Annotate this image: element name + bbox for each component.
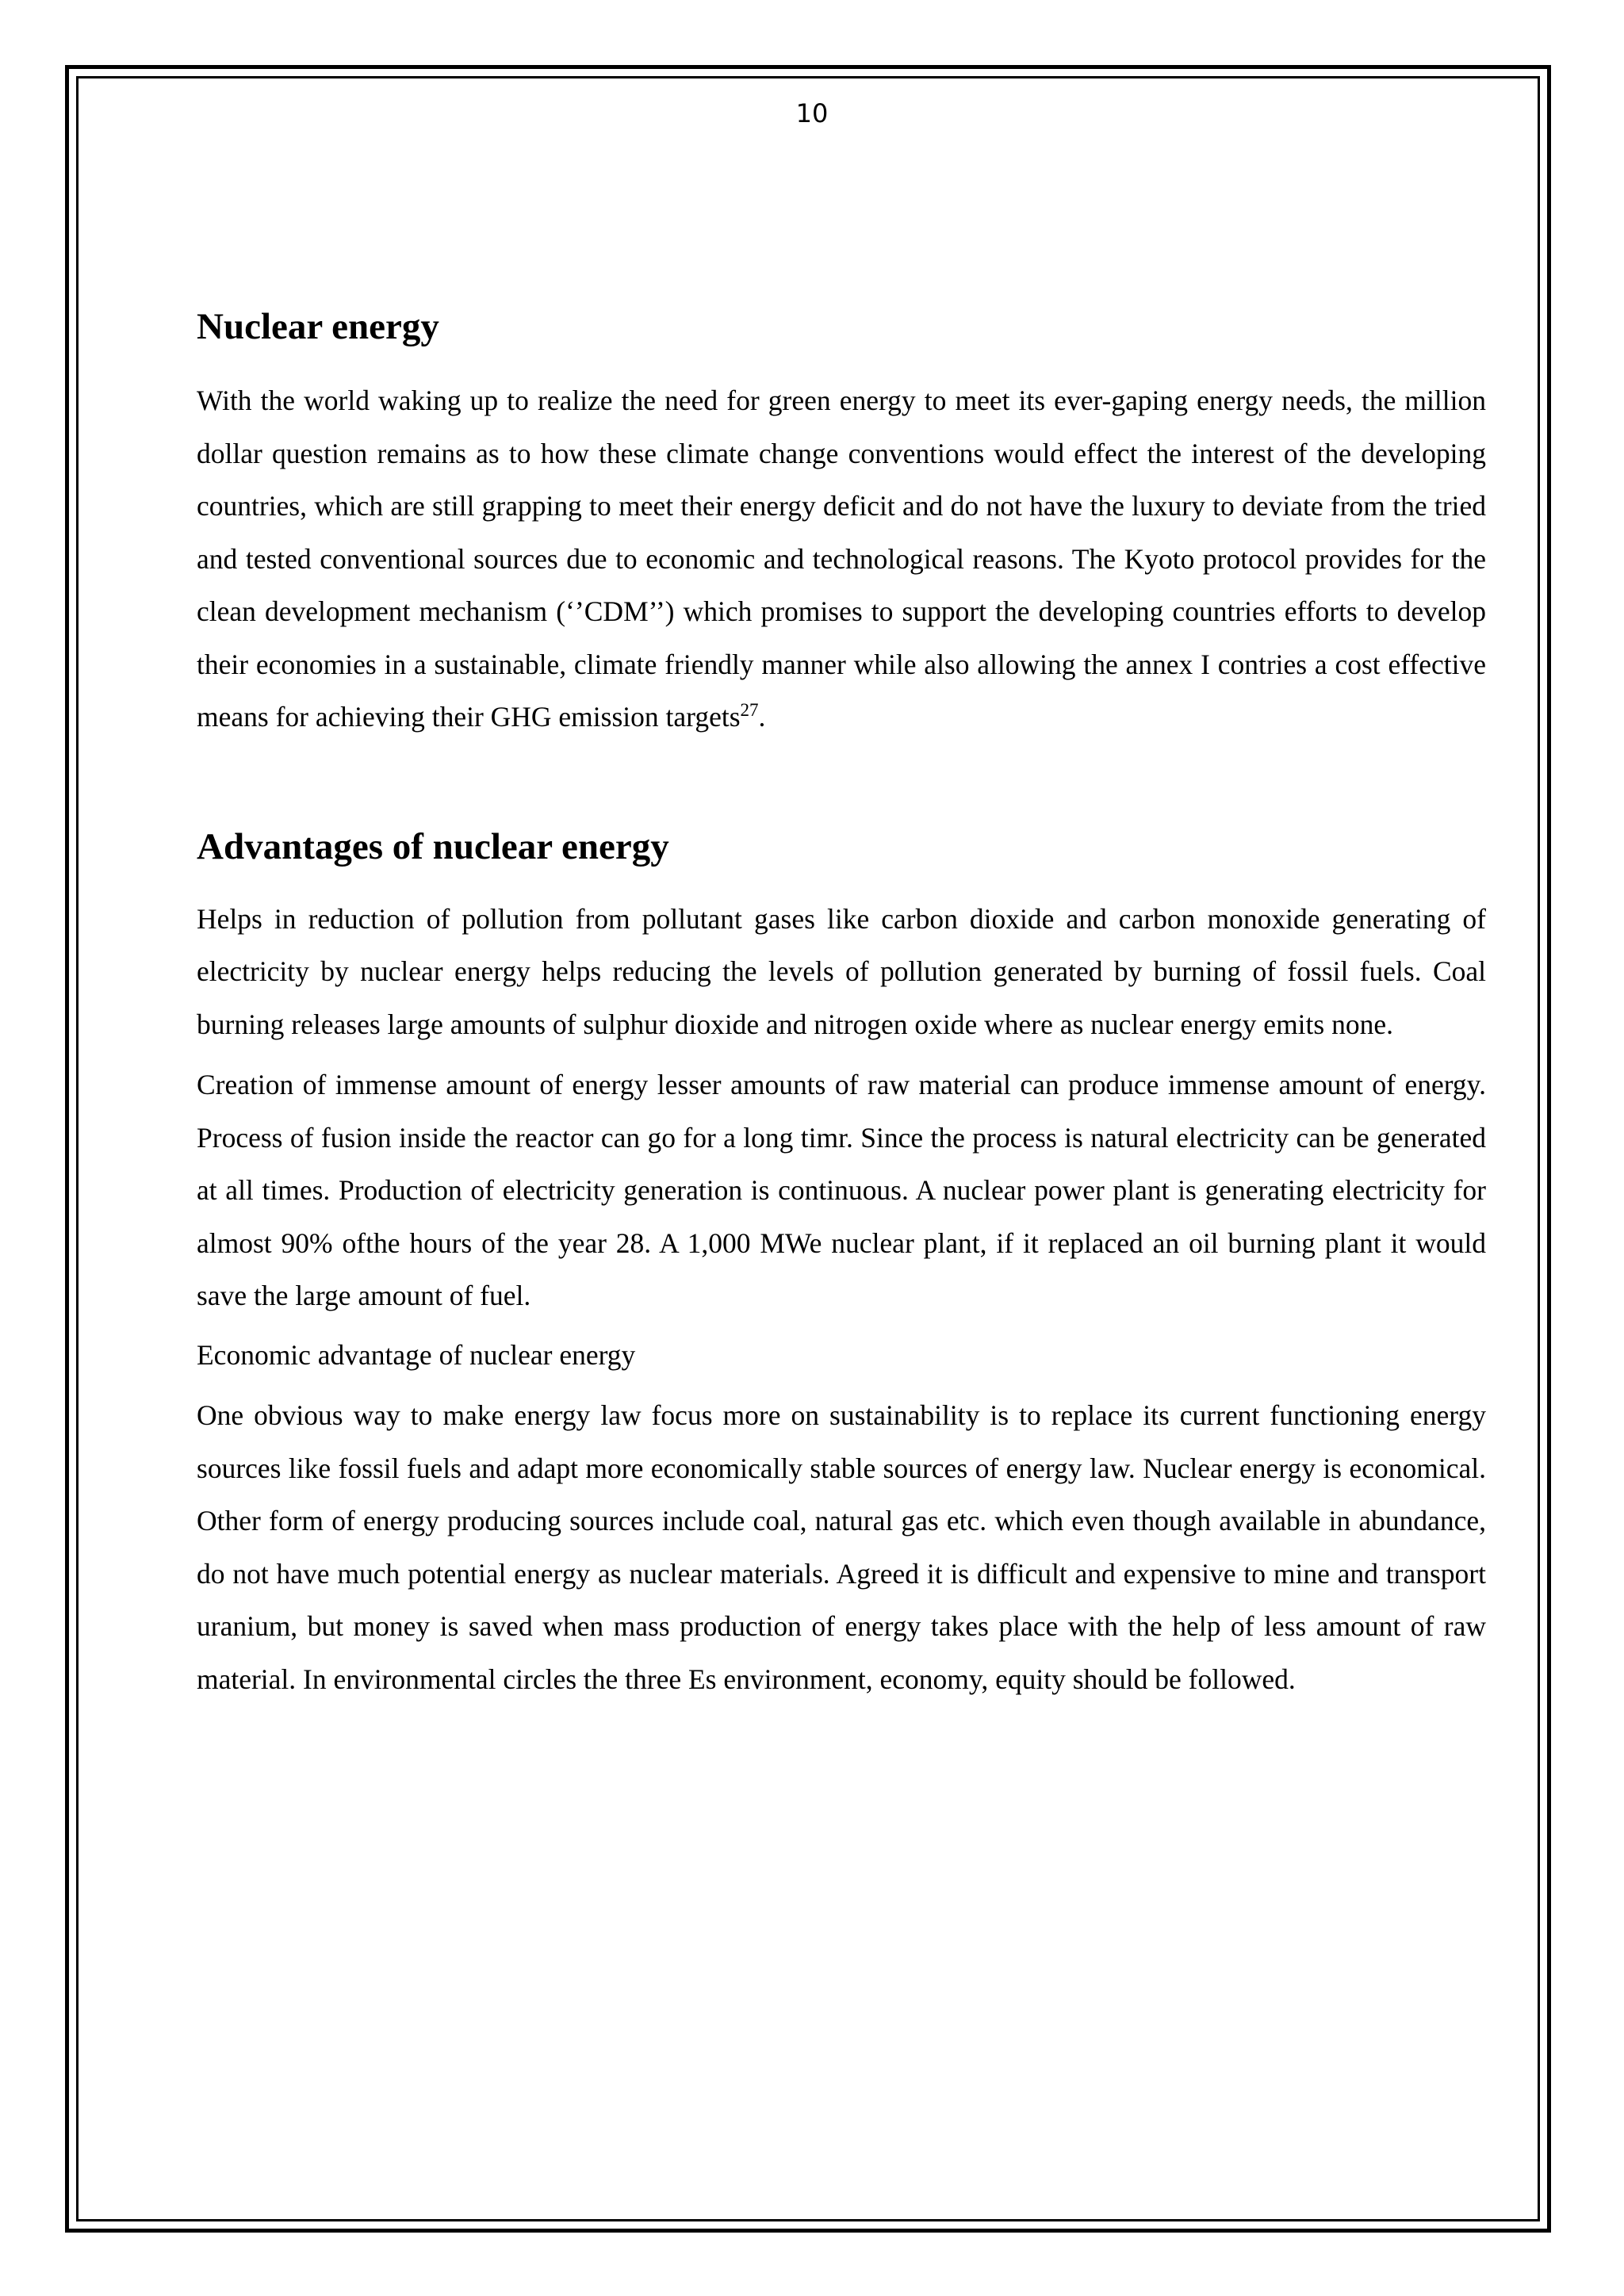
document-body <box>197 301 1486 1705</box>
page-number: 10 <box>795 98 829 128</box>
advantages-paragraph-pollution: Helps in reduction of pollution from pollutant gases like carbon dioxide and carbon monoxide generating of electricity by nuclear energy helps reducing the levels of pollution generated by burning of fossil fuels. Coal burning releases large amounts of sulphur dioxide and nitrogen oxide where as nuclear energy emits none. <box>197 902 1486 1040</box>
section-heading-advantages: Advantages of nuclear energy <box>197 825 669 867</box>
nuclear-energy-paragraph <box>197 374 1486 744</box>
footnote-reference[interactable]: 27 <box>740 700 759 721</box>
nuclear-energy-paragraph-text: With the world waking up to realize the need for green energy to meet its ever-gaping energy needs, the million dollar question remains as to how these climate change conventions would effect the interest of the developing countries, which are still grapping to meet their energy deficit and do not have the luxury to deviate from the tried and tested conventional sources due to economic and technological reasons. The Kyoto protocol provides for the clean development mechanism (‘’CDM’’) which promises to support the developing countries efforts to develop their economies in a sustainable, climate friendly manner while also allowing the annex I contries a cost effective means for achieving their GHG emission targets <box>197 385 1486 733</box>
nuclear-energy-paragraph-end: . <box>758 701 766 733</box>
advantages-paragraph-energy-creation: Creation of immense amount of energy lesser amounts of raw material can produce immense amount of energy. Process of fusion inside the reactor can go for a long timr. Since the process is natural electricity can be generated at all times. Production of electricity generation is continuous. A nuclear power plant is generating electricity for almost 90% ofthe hours of the year 28. A 1,000 MWe nuclear plant, if it replaced an oil burning plant it would save the large amount of fuel. <box>197 1069 1486 1311</box>
economic-advantage-subheading: Economic advantage of nuclear energy <box>197 1338 636 1371</box>
advantages-paragraph-economic: One obvious way to make energy law focus more on sustainability is to replace its current functioning energy sources like fossil fuels and adapt more economically stable sources of energy law. Nuclear energy is economical. Other form of energy producing sources include coal, natural gas etc. which even though available in abundance, do not have much potential energy as nuclear materials. Agreed it is difficult and expensive to mine and transport uranium, but money is saved when mass production of energy takes place with the help of less amount of raw material. In environmental circles the three Es environment, economy, equity should be followed. <box>197 1399 1486 1695</box>
section-heading-nuclear-energy: Nuclear energy <box>197 306 439 347</box>
